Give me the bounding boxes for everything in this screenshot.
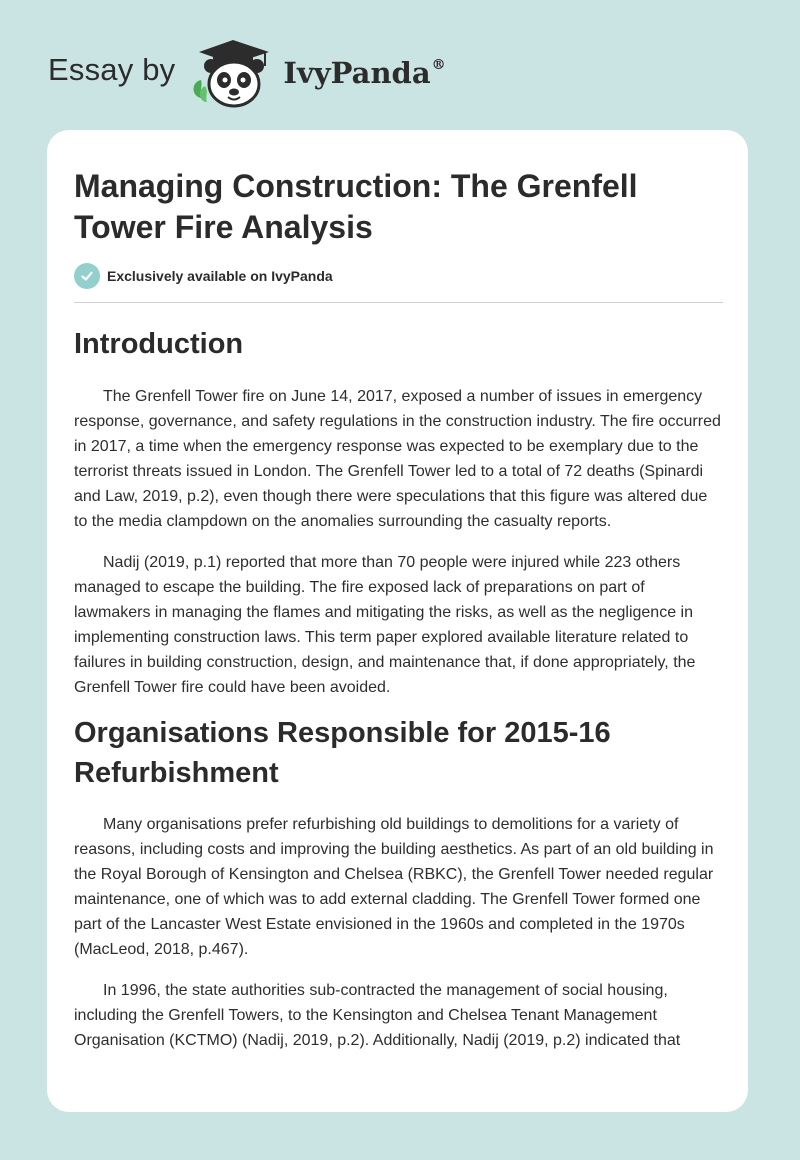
site-header <box>48 36 508 110</box>
paragraph: The Grenfell Tower fire on June 14, 2017, exposed a number of issues in emergency response, governance, and safety regulations in the construction industry. The fire occurred in 2017, a time when the emergency response was expected to be exemplary due to the terrorist threats issued in London. The Grenfell Tower led to a total of 72 deaths (Spinardi and Law, 2019, p.2), even though there were speculations that this figure was altered due to the media clampdown on the anomalies surrounding the casualty reports. <box>74 388 721 530</box>
registered-mark: ® <box>431 57 446 73</box>
paragraph: Many organisations prefer refurbishing old buildings to demolitions for a variety of reasons, including costs and improving the building aesthetics. As part of an old building in the Royal Borough of Kensington and Chelsea (RBKC), the Grenfell Tower needed regular maintenance, one of which was to add external cladding. The Grenfell Tower formed one part of the Lancaster West Estate envisioned in the 1960s and completed in the 1970s (MacLeod, 2018, p.467). <box>74 816 714 958</box>
essay-body <box>74 324 724 1053</box>
section-heading: Organisations Responsible for 2015-16 Refurbishment <box>74 717 611 789</box>
divider <box>74 302 723 303</box>
essay-by-label: Essay by <box>48 52 176 87</box>
essay-card <box>47 130 748 1112</box>
brand-text: IvyPanda <box>283 56 431 90</box>
page-title: Managing Construction: The Grenfell Tower Fire Analysis <box>74 168 638 245</box>
exclusive-badge <box>74 263 333 289</box>
brand-name[interactable] <box>283 56 445 90</box>
check-icon <box>74 263 100 289</box>
exclusive-label: Exclusively available on IvyPanda <box>107 268 333 284</box>
panda-logo-icon[interactable] <box>187 36 279 110</box>
paragraph: In 1996, the state authorities sub-contracted the management of social housing, including the Grenfell Towers, to the Kensington and Chelsea Tenant Management Organisation (KCTMO) (Nadij, 2019, p.2). Additionally, Nadij (2019, p.2) indicated that <box>74 982 681 1049</box>
section-heading: Introduction <box>74 328 244 360</box>
paragraph: Nadij (2019, p.1) reported that more than 70 people were injured while 223 others managed to escape the building. The fire exposed lack of preparations on part of lawmakers in managing the flames and mitigating the risks, as well as the negligence in implementing construction laws. This term paper explored available literature related to failures in building construction, design, and maintenance that, if done appropriately, the Grenfell Tower fire could have been avoided. <box>74 554 696 696</box>
